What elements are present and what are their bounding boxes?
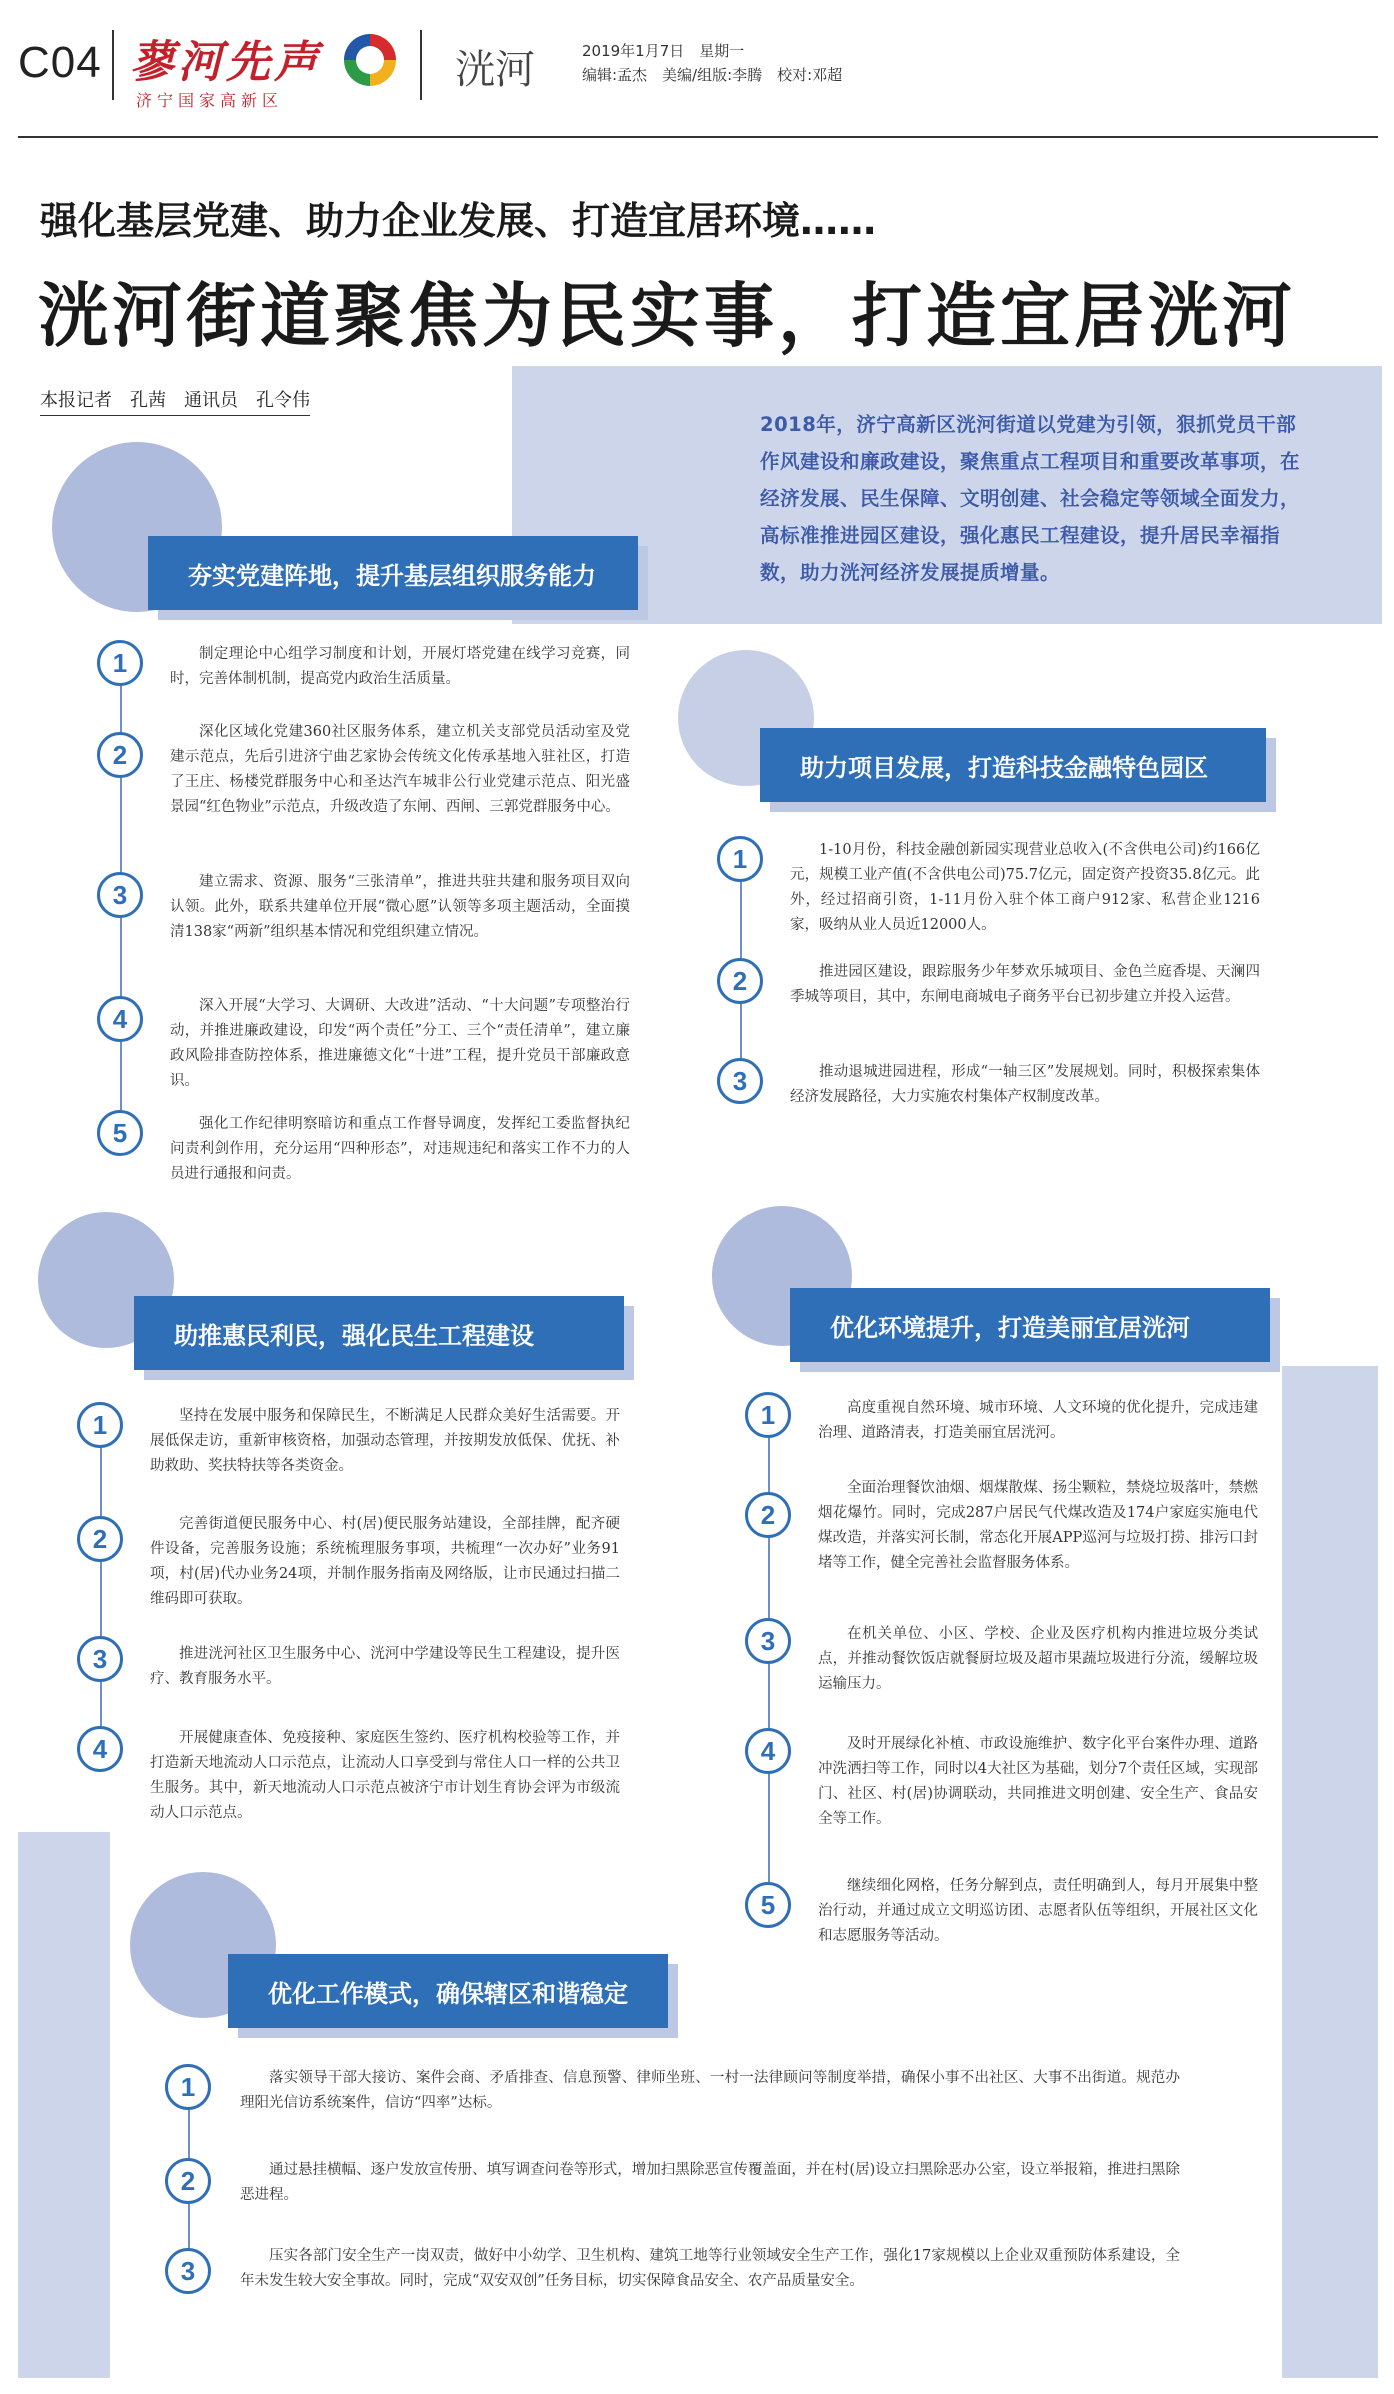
byline: 本报记者 孔茜 通讯员 孔令伟: [40, 386, 310, 416]
section-item-text: 完善街道便民服务中心、村(居)便民服务站建设，全部挂牌，配齐硬件设备，完善服务设施；系统梳理服务事项，共梳理“一次办好”业务91项，村(居)代办业务24项，并制作服务指南及网络版，让市民通过扫描二维码即可获取。: [150, 1516, 620, 1607]
lead-paragraph: 2018年，济宁高新区洸河街道以党建为引领，狠抓党员干部作风建设和廉政建设，聚焦重点工程项目和重要改革事项，在经济发展、民生保障、文明创建、社会稳定等领域全面发力，高标准推进园区建设，强化惠民工程建设，提升居民幸福指数，助力洸河经济发展提质增量。: [760, 413, 1301, 584]
side-panel-right: [1282, 1366, 1378, 2378]
item-number: 1: [745, 1392, 791, 1438]
item-number: 4: [97, 996, 143, 1042]
editor-credits: 编辑:孟杰 美编/组版:李腾 校对:邓超: [582, 66, 843, 84]
section-item-text: 1-10月份，科技金融创新园实现营业总收入(不含供电公司)约166亿元，规模工业产值(不含供电公司)75.7亿元，固定资产投资35.8亿元。此外，经过招商引资，1-11月份入驻个体工商户912家、私营企业1216家，吸纳从业人员近12000人。: [790, 842, 1260, 933]
section-item-text: 深入开展“大学习、大调研、大改进”活动、“十大问题”专项整治行动，并推进廉政建设，印发“两个责任”分工、三个“责任清单”，建立廉政风险排查防控体系，推进廉德文化“十进”工程，提升党员干部廉政意识。: [170, 998, 630, 1089]
item-number: 1: [165, 2064, 211, 2110]
section-item-text: 建立需求、资源、服务“三张清单”，推进共驻共建和服务项目双向认领。此外，联系共建单位开展“微心愿”认领等多项主题活动，全面摸清138家“两新”组织基本情况和党组织建立情况。: [170, 874, 630, 940]
item-number: 3: [745, 1618, 791, 1664]
section-name: 洸河: [455, 47, 535, 93]
section-item-text: 落实领导干部大接访、案件会商、矛盾排查、信息预警、律师坐班、一村一法律顾问等制度举措，确保小事不出社区、大事不出街道。规范办理阳光信访系统案件，信访“四率”达标。: [240, 2070, 1180, 2111]
item-number: 2: [745, 1492, 791, 1538]
kicker-headline: 强化基层党建、助力企业发展、打造宜居环境……: [40, 199, 877, 243]
section-item-text: 在机关单位、小区、学校、企业及医疗机构内推进垃圾分类试点，并推动餐饮饭店就餐厨垃圾及超市果蔬垃圾进行分流，缓解垃圾运输压力。: [818, 1626, 1258, 1692]
section-item-text: 开展健康查体、免疫接种、家庭医生签约、医疗机构校验等工作，并打造新天地流动人口示范点，让流动人口享受到与常住人口一样的公共卫生服务。其中，新天地流动人口示范点被济宁市计划生育协会评为市级流动人口示范点。: [150, 1730, 620, 1821]
section-header-stability: 优化工作模式，确保辖区和谐稳定: [228, 1954, 668, 2028]
section-item-text: 深化区域化党建360社区服务体系，建立机关支部党员活动室及党建示范点，先后引进济宁曲艺家协会传统文化传承基地入驻社区，打造了王庄、杨楼党群服务中心和圣达汽车城非公行业党建示范点、阳光盛景园“红色物业”示范点，升级改造了东闸、西闸、三郭党群服务中心。: [170, 724, 630, 815]
section-item-text: 坚持在发展中服务和保障民生，不断满足人民群众美好生活需要。开展低保走访，重新审核资格，加强动态管理，并按期发放低保、优抚、补助救助、奖扶特扶等各类资金。: [150, 1408, 620, 1474]
paper-name: 蓼河先声: [130, 37, 322, 88]
item-number: 2: [97, 732, 143, 778]
main-headline: 洸河街道聚焦为民实事，打造宜居洸河: [38, 275, 1296, 357]
section-item-text: 及时开展绿化补植、市政设施维护、数字化平台案件办理、道路冲洗洒扫等工作，同时以4大社区为基础，划分7个责任区域，实现部门、社区、村(居)协调联动，共同推进文明创建、安全生产、食品安全等工作。: [818, 1736, 1258, 1827]
section-item-text: 推进园区建设，跟踪服务少年梦欢乐城项目、金色兰庭香堤、天澜四季城等项目，其中，东闸电商城电子商务平台已初步建立并投入运营。: [790, 964, 1260, 1005]
page-code: C04: [18, 38, 102, 87]
masthead-rule: [18, 136, 1378, 138]
district-logo-icon: [340, 30, 400, 90]
paper-subtitle: 济宁国家高新区: [136, 91, 284, 110]
section-item-text: 制定理论中心组学习制度和计划，开展灯塔党建在线学习竞赛，同时，完善体制机制，提高党内政治生活质量。: [170, 646, 630, 687]
item-number: 3: [97, 872, 143, 918]
item-number: 3: [77, 1636, 123, 1682]
section-item-text: 强化工作纪律明察暗访和重点工作督导调度，发挥纪工委监督执纪问责利剑作用，充分运用“四种形态”，对违规违纪和落实工作不力的人员进行通报和问责。: [170, 1116, 630, 1182]
item-number: 4: [77, 1726, 123, 1772]
item-number: 5: [97, 1110, 143, 1156]
masthead-divider: [112, 30, 114, 100]
item-number: 2: [77, 1516, 123, 1562]
section-header-party-building: 夯实党建阵地，提升基层组织服务能力: [148, 536, 638, 610]
section-item-text: 推进洸河社区卫生服务中心、洸河中学建设等民生工程建设，提升医疗、教育服务水平。: [150, 1646, 620, 1687]
issue-date: 2019年1月7日 星期一: [582, 42, 745, 60]
masthead-divider: [420, 30, 422, 100]
section-item-text: 推动退城进园进程，形成“一轴三区”发展规划。同时，积极探索集体经济发展路径，大力实施农村集体产权制度改革。: [790, 1064, 1260, 1105]
section-item-text: 压实各部门安全生产一岗双责，做好中小幼学、卫生机构、建筑工地等行业领域安全生产工作，强化17家规模以上企业双重预防体系建设，全年未发生较大安全事故。同时，完成“双安双创”任务目标，切实保障食品安全、农产品质量安全。: [240, 2248, 1180, 2289]
item-number: 3: [165, 2248, 211, 2294]
section-item-text: 通过悬挂横幅、逐户发放宣传册、填写调查问卷等形式，增加扫黑除恶宣传覆盖面，并在村(居)设立扫黑除恶办公室，设立举报箱，推进扫黑除恶进程。: [240, 2162, 1180, 2203]
item-number: 4: [745, 1728, 791, 1774]
item-number: 1: [717, 836, 763, 882]
item-number: 3: [717, 1058, 763, 1104]
item-number: 1: [97, 640, 143, 686]
section-header-livelihood: 助推惠民利民，强化民生工程建设: [134, 1296, 624, 1370]
item-number: 1: [77, 1402, 123, 1448]
section-item-text: 继续细化网格，任务分解到点，责任明确到人，每月开展集中整治行动，并通过成立文明巡访团、志愿者队伍等组织，开展社区文化和志愿服务等活动。: [818, 1878, 1258, 1944]
item-number: 5: [745, 1882, 791, 1928]
item-number: 2: [717, 958, 763, 1004]
section-header-project-development: 助力项目发展，打造科技金融特色园区: [760, 728, 1266, 802]
section-header-environment: 优化环境提升，打造美丽宜居洸河: [790, 1288, 1270, 1362]
section-item-text: 全面治理餐饮油烟、烟煤散煤、扬尘颗粒，禁烧垃圾落叶，禁燃烟花爆竹。同时，完成287户居民气代煤改造及174户家庭实施电代煤改造，并落实河长制，常态化开展APP巡河与垃圾打捞、排污口封堵等工作，健全完善社会监督服务体系。: [818, 1480, 1258, 1571]
section-item-text: 高度重视自然环境、城市环境、人文环境的优化提升，完成违建治理、道路清表，打造美丽宜居洸河。: [818, 1400, 1258, 1441]
timeline-line: [100, 1424, 102, 1750]
side-panel-left: [18, 1832, 110, 2378]
item-number: 2: [165, 2158, 211, 2204]
